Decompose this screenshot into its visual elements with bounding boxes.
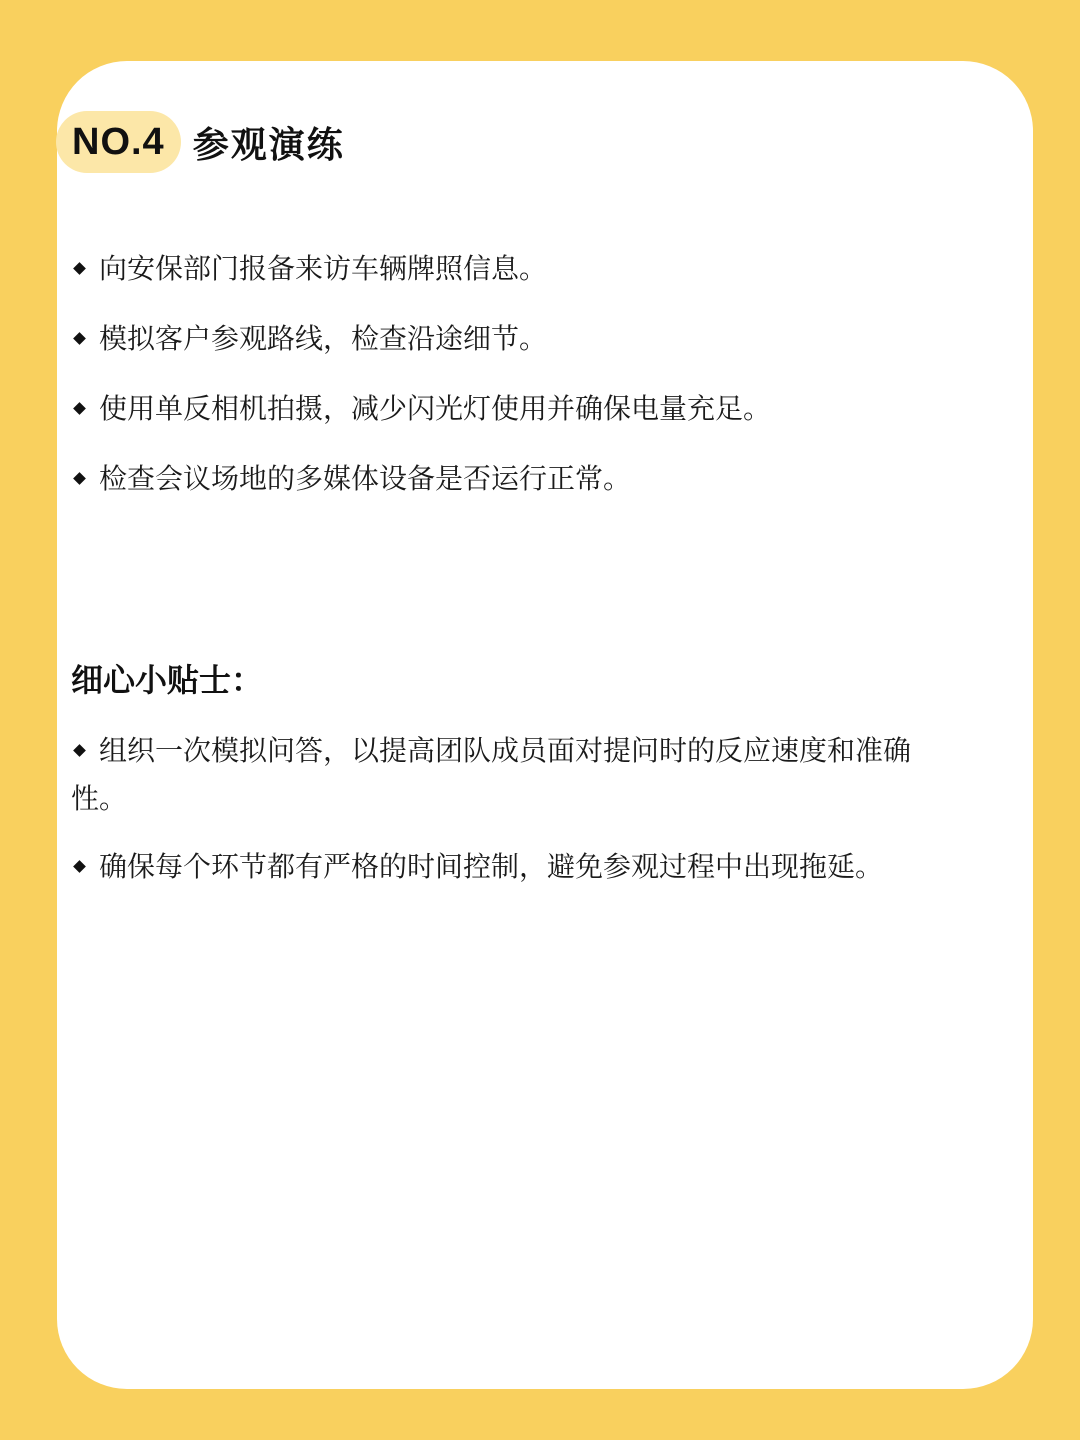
diamond-bullet-icon bbox=[73, 472, 86, 485]
list-item-text: 确保每个环节都有严格的时间控制，避免参观过程中出现拖延。 bbox=[99, 850, 884, 883]
list-item bbox=[71, 315, 931, 363]
list-item bbox=[71, 455, 931, 503]
diamond-bullet-icon bbox=[73, 744, 86, 757]
tips-title: 细心小贴士： bbox=[71, 661, 264, 699]
list-item-text: 检查会议场地的多媒体设备是否运行正常。 bbox=[99, 462, 632, 495]
list-item-text: 组织一次模拟问答，以提高团队成员面对提问时的反应速度和准确性。 bbox=[71, 734, 912, 815]
list-item bbox=[71, 245, 931, 293]
list-item-text: 模拟客户参观路线，检查沿途细节。 bbox=[99, 322, 548, 355]
list-item bbox=[71, 385, 931, 433]
list-item-text: 向安保部门报备来访车辆牌照信息。 bbox=[99, 252, 548, 285]
list-item-text: 使用单反相机拍摄，减少闪光灯使用并确保电量充足。 bbox=[99, 392, 772, 425]
diamond-bullet-icon bbox=[73, 402, 86, 415]
section-title: 参观演练 bbox=[192, 124, 345, 166]
list-item bbox=[71, 727, 931, 823]
diamond-bullet-icon bbox=[73, 860, 86, 873]
section-number-badge: NO.4 bbox=[56, 111, 181, 173]
list-item bbox=[71, 843, 931, 891]
diamond-bullet-icon bbox=[73, 332, 86, 345]
tips-list bbox=[71, 727, 931, 911]
diamond-bullet-icon bbox=[73, 262, 86, 275]
main-checklist bbox=[71, 245, 931, 525]
section-header bbox=[56, 111, 345, 173]
